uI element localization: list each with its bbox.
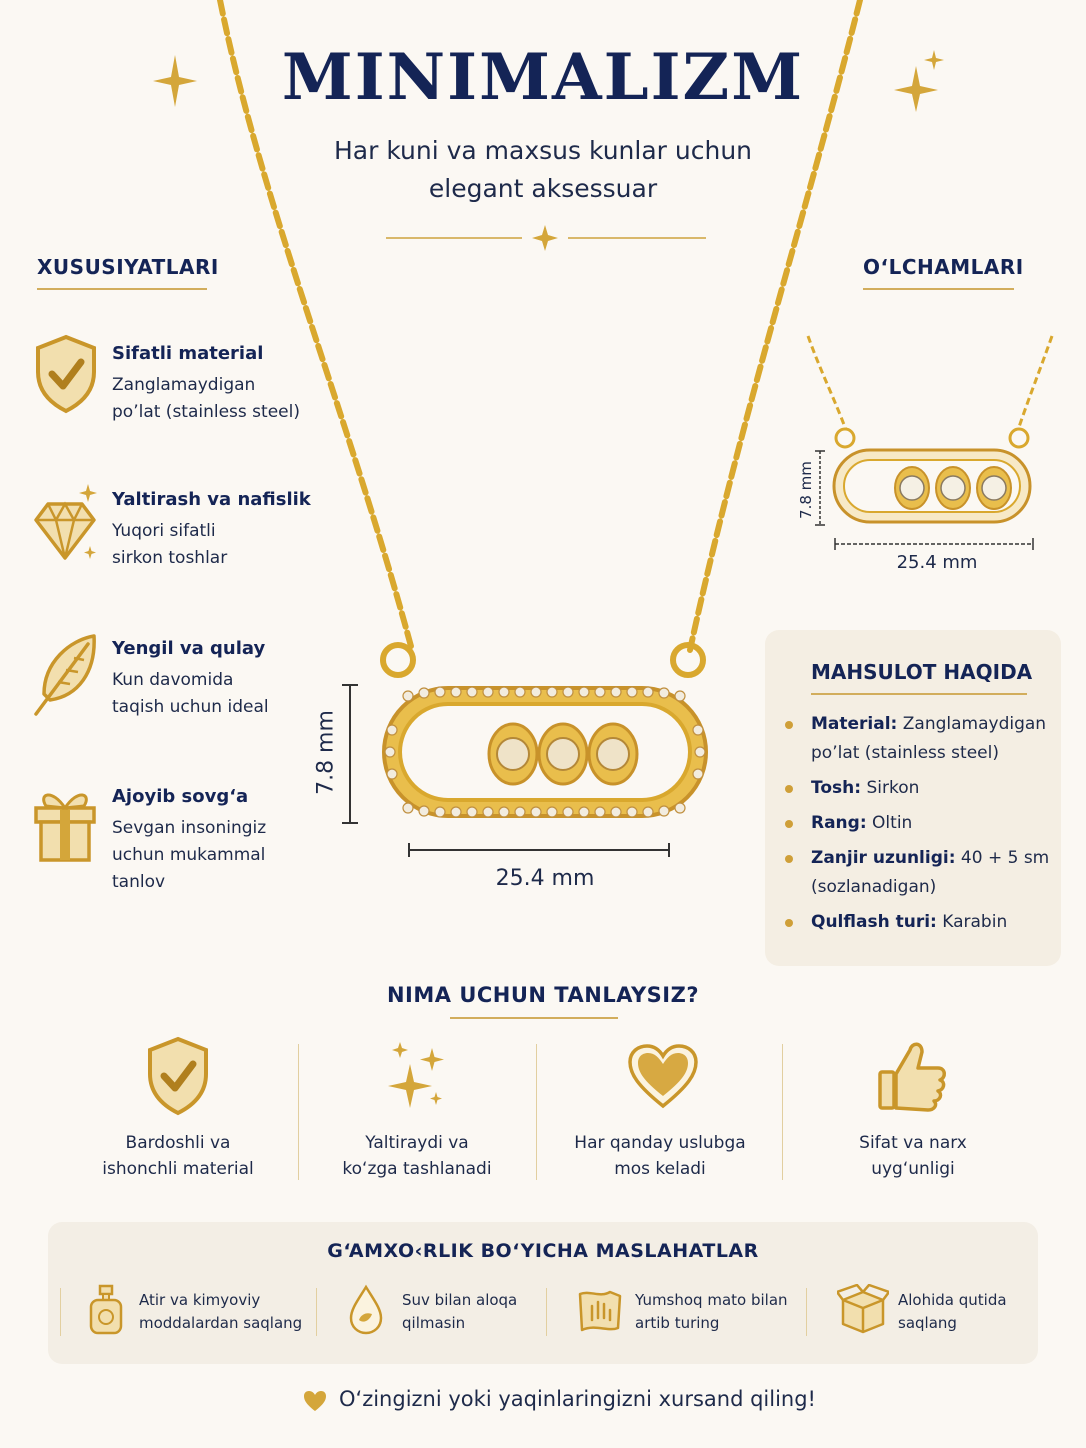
height-dimension-line: [340, 684, 360, 824]
why-line: Sifat va narx: [859, 1133, 967, 1153]
sparkles-icon: [388, 1042, 448, 1112]
bullet: [785, 855, 793, 863]
feature-text: [112, 815, 266, 896]
product-item-value: 40 + 5 sm: [960, 848, 1050, 868]
why-text: [60, 1130, 296, 1182]
feature-line: po’lat (stainless steel): [112, 402, 300, 422]
product-item-value: Zanglamaydigan: [902, 714, 1047, 734]
product-item-label: Qulflash turi:: [811, 912, 937, 932]
why-underline: [450, 1017, 618, 1019]
why-text: [540, 1130, 780, 1182]
feature-line: taqish uchun ideal: [112, 697, 269, 717]
product-item-label: Rang:: [811, 813, 867, 833]
small-width-label: 25.4 mm: [896, 552, 978, 573]
feature-text: [112, 372, 300, 426]
feature-line: sirkon toshlar: [112, 548, 228, 568]
why-heading: NIMA UCHUN TANLAYSIZ?: [386, 983, 700, 1007]
feature-line: Yuqori sifatli: [112, 521, 216, 541]
feature-text: [112, 667, 269, 721]
product-item-value: Oltin: [872, 813, 913, 833]
product-info-card: [765, 630, 1061, 966]
care-line: qilmasin: [402, 1314, 466, 1332]
width-dimension-line: [408, 842, 670, 858]
feature-title: Yaltirash va nafislik: [112, 489, 311, 510]
care-line: Alohida qutida: [898, 1291, 1007, 1309]
height-label: 7.8 mm: [313, 710, 339, 795]
product-underline: [811, 693, 1027, 695]
why-line: ko‘zga tashlanadi: [342, 1159, 492, 1179]
perfume-bottle-icon: [88, 1284, 124, 1336]
subtitle-line: Har kuni va maxsus kunlar uchun: [333, 136, 753, 165]
why-line: ishonchli material: [102, 1159, 254, 1179]
care-line: Atir va kimyoviy: [139, 1291, 261, 1309]
features-heading: XUSUSIYATLARI: [37, 255, 219, 279]
cloth-hand-icon: [576, 1286, 624, 1334]
bullet: [785, 721, 793, 729]
why-line: Bardoshli va: [125, 1133, 231, 1153]
water-drop-icon: [348, 1284, 384, 1336]
feature-line: uchun mukammal: [112, 845, 266, 865]
measurements-heading: O‘LCHAMLARI: [863, 255, 1024, 279]
small-height-label: 7.8 mm: [797, 461, 815, 519]
product-item: [785, 844, 1055, 902]
product-item-value: Sirkon: [866, 778, 920, 798]
why-line: Har qanday uslubga: [574, 1133, 746, 1153]
column-divider: [60, 1288, 61, 1336]
shield-check-icon: [34, 334, 98, 414]
bullet: [785, 785, 793, 793]
box-icon: [837, 1284, 889, 1334]
product-list: [785, 710, 1055, 943]
product-heading: MAHSULOT HAQIDA: [811, 660, 1033, 684]
necklace-chain: [200, 0, 900, 700]
product-item: [785, 774, 1055, 803]
feather-icon: [30, 632, 100, 718]
care-text: [635, 1289, 788, 1335]
why-text: [790, 1130, 1036, 1182]
why-line: uyg‘unligi: [871, 1159, 955, 1179]
why-line: mos keladi: [614, 1159, 706, 1179]
product-item-value: po’lat (stainless steel): [811, 743, 999, 763]
care-line: saqlang: [898, 1314, 957, 1332]
pendant-diagram: [800, 330, 1060, 530]
feature-title: Ajoyib sovg‘a: [112, 786, 249, 807]
feature-text: [112, 518, 227, 572]
features-underline: [37, 288, 207, 290]
footer-text: O‘zingizni yoki yaqinlaringizni xursand qiling!: [339, 1387, 816, 1411]
feature-line: Sevgan insoningiz: [112, 818, 267, 838]
feature-line: Zanglamaydigan: [112, 375, 256, 395]
product-item-label: Material:: [811, 714, 898, 734]
heart-icon: [303, 1390, 327, 1412]
why-text: [300, 1130, 534, 1182]
why-line: Yaltiraydi va: [365, 1133, 469, 1153]
column-divider: [536, 1044, 537, 1180]
pendant-image: [378, 630, 718, 830]
care-line: moddalardan saqlang: [139, 1314, 303, 1332]
column-divider: [298, 1044, 299, 1180]
bullet: [785, 820, 793, 828]
product-item-label: Tosh:: [811, 778, 862, 798]
subtitle-line: elegant aksessuar: [428, 174, 658, 203]
care-line: artib turing: [635, 1314, 720, 1332]
product-item-label: Zanjir uzunligi:: [811, 848, 956, 868]
shield-check-icon: [146, 1036, 210, 1116]
care-text: [898, 1289, 1007, 1335]
measurements-underline: [863, 288, 1014, 290]
thumbs-up-icon: [876, 1038, 948, 1112]
bullet: [785, 919, 793, 927]
care-text: [402, 1289, 517, 1335]
product-item-value: (sozlanadigan): [811, 877, 937, 897]
care-section: [48, 1222, 1038, 1364]
care-line: Suv bilan aloqa: [402, 1291, 518, 1309]
feature-line: Kun davomida: [112, 670, 234, 690]
feature-title: Sifatli material: [112, 343, 264, 364]
column-divider: [782, 1044, 783, 1180]
product-item: [785, 809, 1055, 838]
care-heading: G‘AMXO‹RLIK BO‘YICHA MASLAHATLAR: [327, 1240, 759, 1262]
product-item: [785, 908, 1055, 937]
feature-line: tanlov: [112, 872, 166, 892]
gift-icon: [32, 784, 98, 864]
width-label: 25.4 mm: [495, 866, 595, 891]
column-divider: [546, 1288, 547, 1336]
page-title: MINIMALIZM: [281, 40, 805, 115]
small-height-line: [814, 450, 826, 526]
small-width-line: [834, 537, 1034, 551]
column-divider: [316, 1288, 317, 1336]
care-text: [139, 1289, 302, 1335]
column-divider: [806, 1288, 807, 1336]
care-line: Yumshoq mato bilan: [635, 1291, 788, 1309]
feature-title: Yengil va qulay: [112, 638, 266, 659]
diamond-icon: [30, 484, 100, 568]
product-item: [785, 710, 1055, 768]
product-item-value: Karabin: [942, 912, 1008, 932]
heart-icon: [628, 1044, 698, 1110]
